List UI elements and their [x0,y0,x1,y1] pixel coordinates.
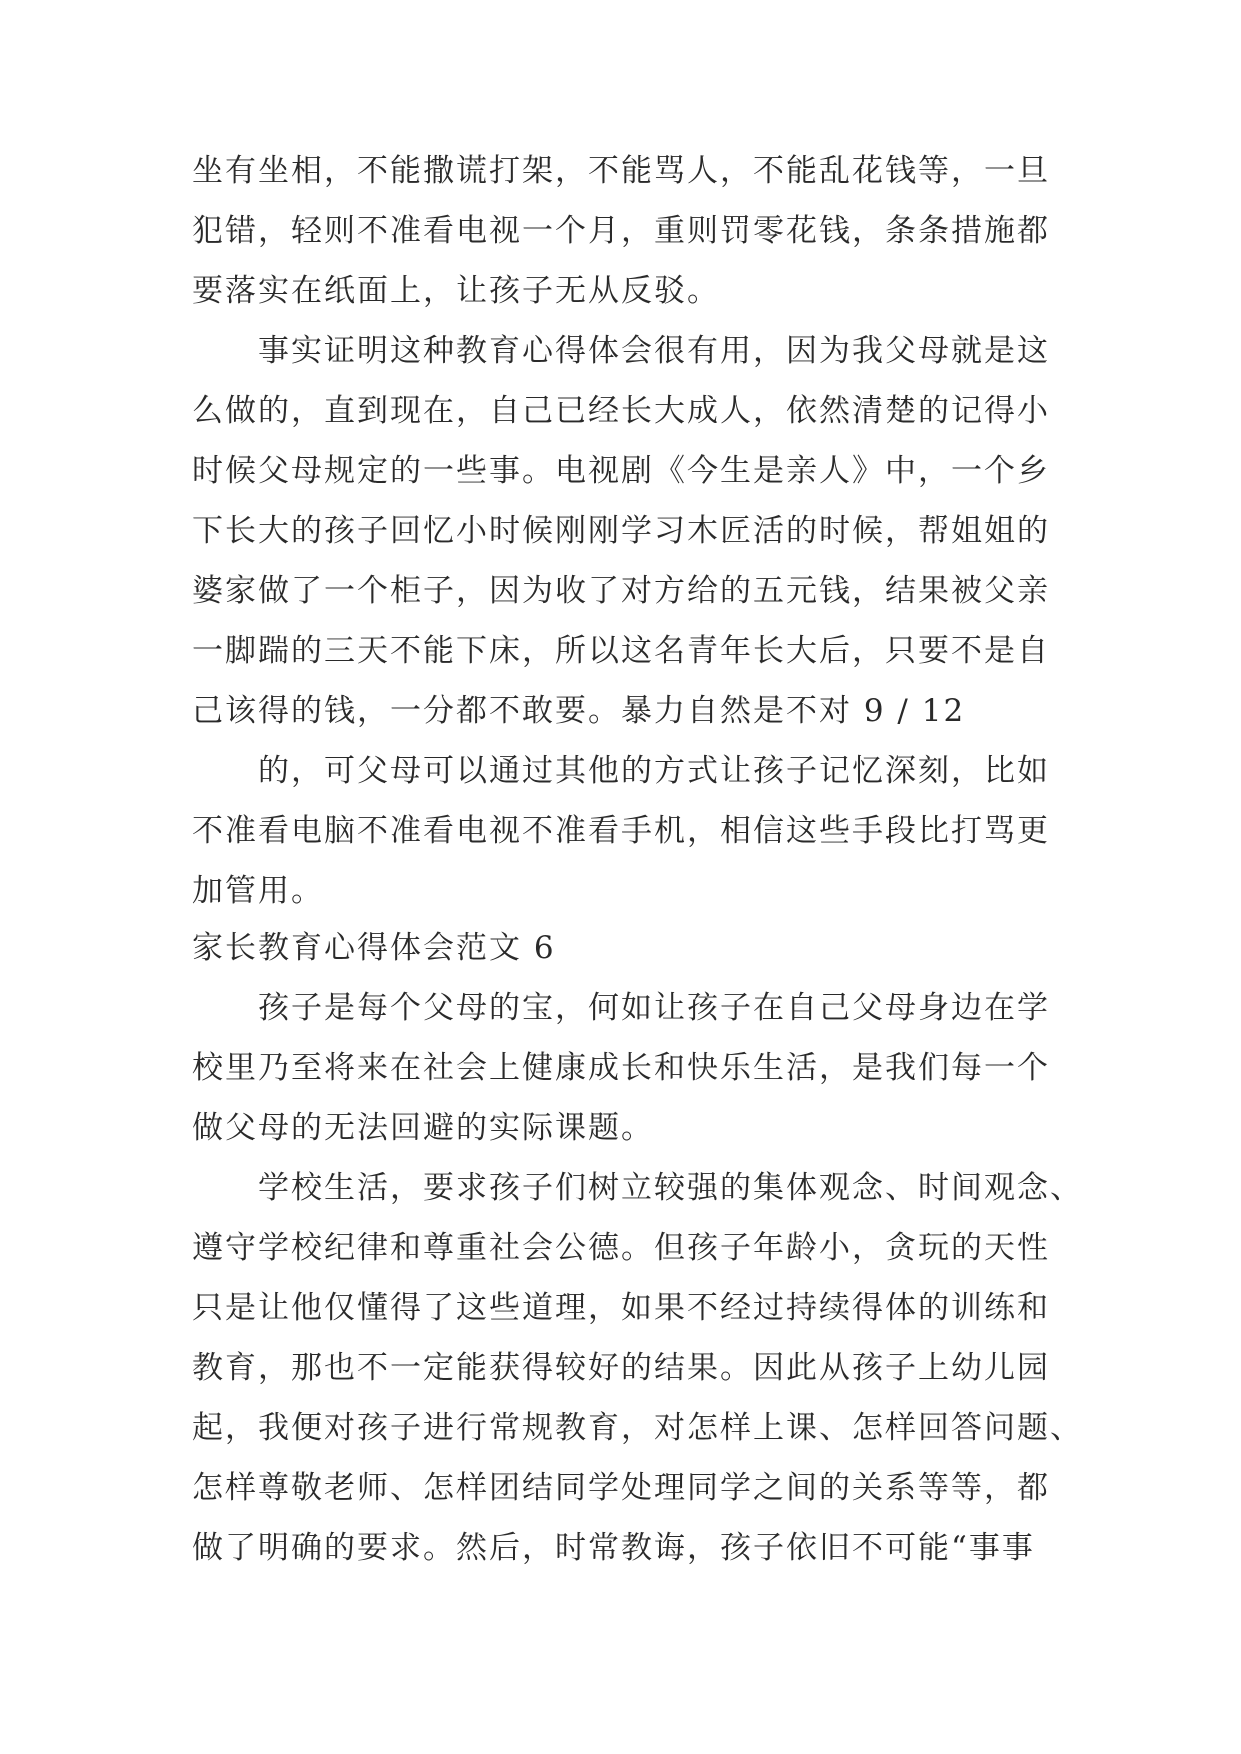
text-line: 遵守学校纪律和尊重社会公德。但孩子年龄小，贪玩的天性 [192,1230,1050,1266]
paragraph-first-line: 学校生活，要求孩子们树立较强的集体观念、时间观念、 [258,1170,1083,1206]
text-line: 一脚踹的三天不能下床，所以这名青年长大后，只要不是自 [192,633,1050,669]
text-line: 犯错，轻则不准看电视一个月，重则罚零花钱，条条措施都 [192,213,1050,249]
text-line: 时候父母规定的一些事。电视剧《今生是亲人》中，一个乡 [192,453,1050,489]
text-line: 坐有坐相，不能撒谎打架，不能骂人，不能乱花钱等，一旦 [192,153,1050,189]
text-line: 么做的，直到现在，自己已经长大成人，依然清楚的记得小 [192,393,1050,429]
paragraph-first-line: 的，可父母可以通过其他的方式让孩子记忆深刻，比如 [258,753,1050,789]
text-line: 做父母的无法回避的实际课题。 [192,1110,654,1146]
section-heading: 家长教育心得体会范文 6 [192,930,556,966]
text-line: 加管用。 [192,873,324,909]
text-line: 不准看电脑不准看电视不准看手机，相信这些手段比打骂更 [192,813,1050,849]
text-line: 做了明确的要求。然后，时常教诲，孩子依旧不可能“事事 [192,1530,1035,1566]
text-line: 要落实在纸面上，让孩子无从反驳。 [192,273,720,309]
paragraph-first-line: 事实证明这种教育心得体会很有用，因为我父母就是这 [258,333,1050,369]
text-line: 婆家做了一个柜子，因为收了对方给的五元钱，结果被父亲 [192,573,1050,609]
text-line: 下长大的孩子回忆小时候刚刚学习木匠活的时候，帮姐姐的 [192,513,1050,549]
text-line-with-page-number: 己该得的钱，一分都不敢要。暴力自然是不对 9 / 12 [192,693,966,729]
text-line: 教育，那也不一定能获得较好的结果。因此从孩子上幼儿园 [192,1350,1050,1386]
text-line: 怎样尊敬老师、怎样团结同学处理同学之间的关系等等，都 [192,1470,1050,1506]
text-line: 校里乃至将来在社会上健康成长和快乐生活，是我们每一个 [192,1050,1050,1086]
text-line: 只是让他仅懂得了这些道理，如果不经过持续得体的训练和 [192,1290,1050,1326]
paragraph-first-line: 孩子是每个父母的宝，何如让孩子在自己父母身边在学 [258,990,1050,1026]
text-line: 起，我便对孩子进行常规教育，对怎样上课、怎样回答问题、 [192,1410,1083,1446]
